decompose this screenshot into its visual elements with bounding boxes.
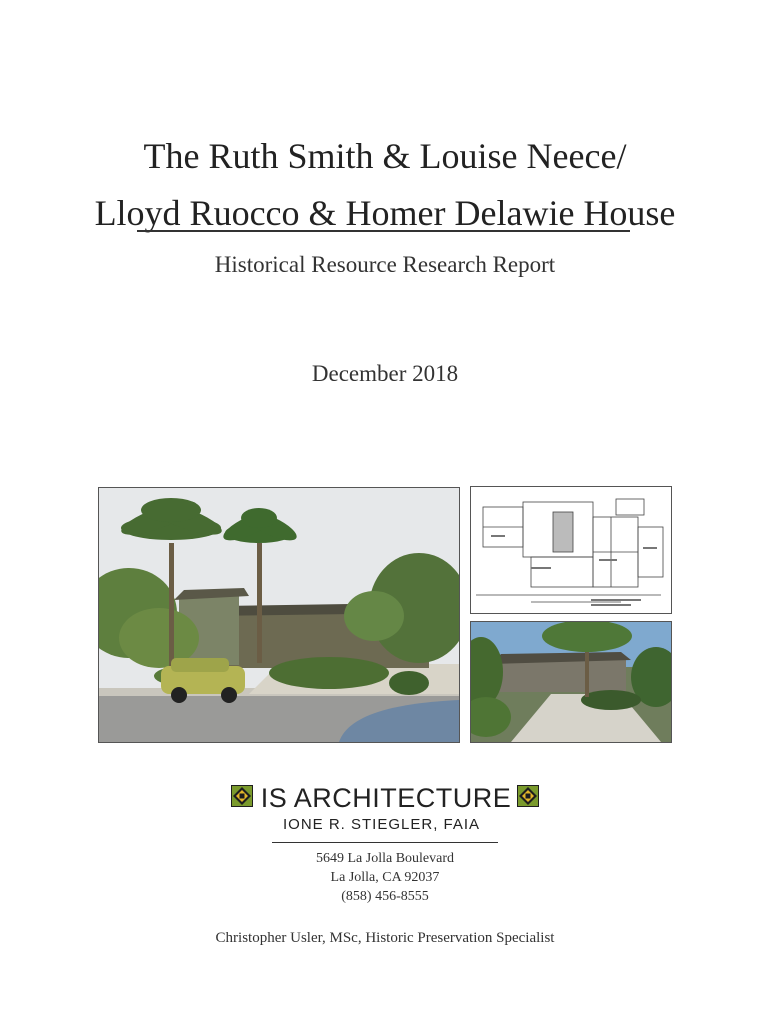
- address-city: La Jolla, CA 92037: [330, 870, 440, 885]
- driveway-photo: [470, 621, 672, 743]
- firm-principal: IONE R. STIEGLER, FAIA: [283, 816, 481, 833]
- firm-name: IS ARCHITECTURE: [260, 783, 512, 813]
- floor-plan-drawing: [470, 486, 672, 614]
- title-divider: [137, 230, 630, 232]
- report-author: Christopher Usler, MSc, Historic Preservation Specialist: [215, 930, 555, 946]
- report-subtitle: Historical Resource Research Report: [214, 252, 556, 277]
- main-house-photo: [98, 487, 460, 743]
- report-date: December 2018: [311, 361, 459, 386]
- logo-divider: [272, 842, 498, 843]
- diamond-square-emblem-icon: [517, 785, 539, 807]
- diamond-square-emblem-icon: [231, 785, 253, 807]
- report-title-line-2: Lloyd Ruocco & Homer Delawie House: [94, 193, 676, 233]
- firm-logo: [229, 781, 543, 817]
- address-street: 5649 La Jolla Boulevard: [315, 851, 455, 866]
- report-title-line-1: The Ruth Smith & Louise Neece/: [143, 136, 627, 176]
- report-title: [0, 128, 770, 242]
- address-phone: (858) 456-8555: [341, 889, 429, 904]
